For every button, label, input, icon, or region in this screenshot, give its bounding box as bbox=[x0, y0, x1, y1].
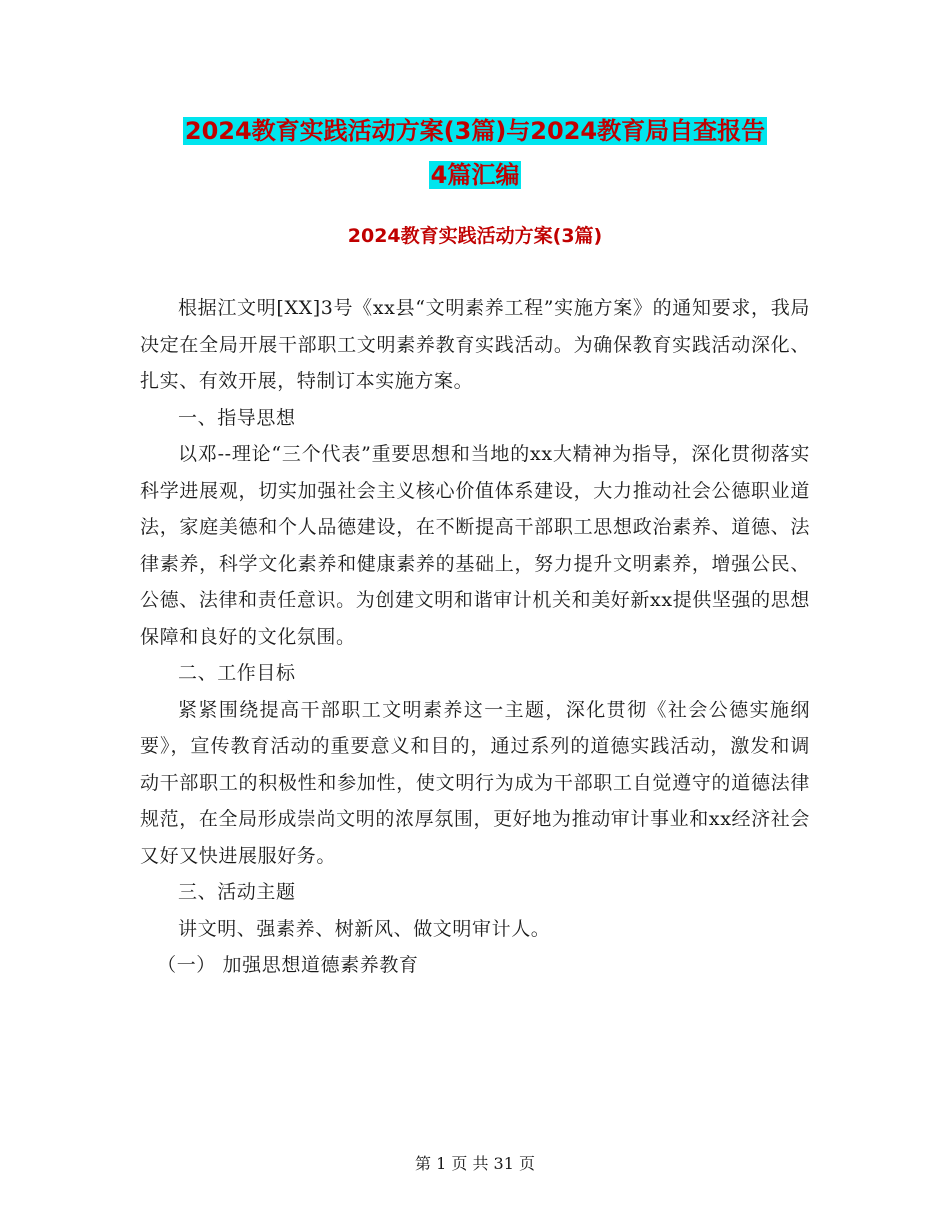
document-title-text-1: 2024教育实践活动方案(3篇)与2024教育局自查报告 bbox=[184, 117, 766, 145]
page-footer: 第 1 页 共 31 页 bbox=[415, 1154, 535, 1173]
paragraph-guiding-ideology: 以邓--理论“三个代表”重要思想和当地的xx大精神为指导，深化贯彻落实科学进展观，切实加强社会主义核心价值体系建设，大力推动社会公德职业道法，家庭美德和个人品德建设，在不断提高干部职工思想政治素养、道德、法律素养，科学文化素养和健康素养的基础上，努力提升文明素养，增强公民、公德、法律和责任意识。为创建文明和谐审计机关和美好新xx提供坚强的思想保障和良好的文化氛围。 bbox=[140, 443, 810, 648]
document-title-line-1 bbox=[0, 108, 950, 154]
heading-activity-theme: 三、活动主题 bbox=[178, 881, 296, 903]
paragraph-intro: 根据江文明[XX]3号《xx县“文明素养工程”实施方案》的通知要求，我局决定在全局开展干部职工文明素养教育实践活动。为确保教育实践活动深化、扎实、有效开展，特制订本实施方案。 bbox=[140, 297, 810, 392]
paragraph-activity-theme: 讲文明、强素养、树新风、做文明审计人。 bbox=[178, 917, 551, 940]
section-title: 2024教育实践活动方案(3篇) bbox=[347, 225, 603, 247]
document-body bbox=[140, 290, 810, 984]
document-title-text-2: 4篇汇编 bbox=[430, 161, 520, 189]
heading-guiding-ideology: 一、指导思想 bbox=[178, 406, 296, 429]
paragraph-work-goals: 紧紧围绕提高干部职工文明素养这一主题，深化贯彻《社会公德实施纲要》，宣传教育活动的重要意义和目的，通过系列的道德实践活动，激发和调动干部职工的积极性和参加性，使文明行为成为干部职工自觉遵守的道德法律规范，在全局形成崇尚文明的浓厚氛围，更好地为推动审计事业和xx经济社会又好又快进展服好务。 bbox=[140, 698, 810, 867]
heading-work-goals: 二、工作目标 bbox=[178, 662, 296, 684]
heading-subsection-1: （一） 加强思想道德素养教育 bbox=[157, 954, 419, 976]
document-title-line-2 bbox=[0, 152, 950, 198]
